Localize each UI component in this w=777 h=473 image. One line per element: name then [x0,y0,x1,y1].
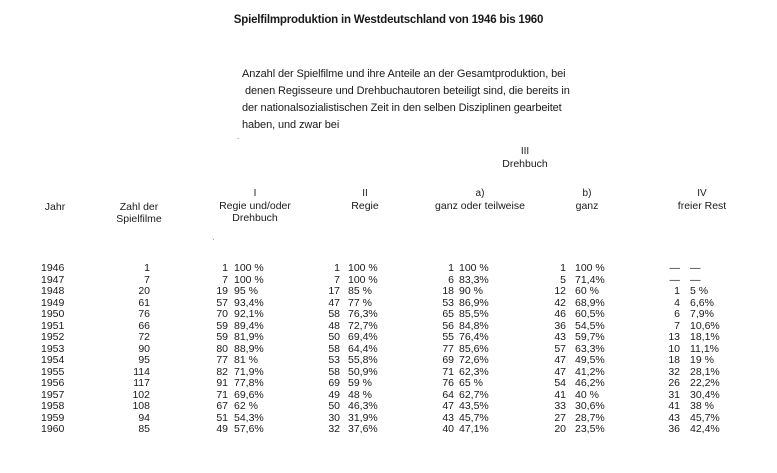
cell-year: 1957 [41,388,65,401]
table-row [0,275,777,287]
cell-col-i-count: 67 [216,400,228,412]
cell-col-iii-b-count: 47 [554,365,566,378]
cell-col-iii-a-count: 1 [448,262,454,274]
cell-col-i-count: 80 [216,342,228,355]
cell-col-iii-b-count: 54 [554,377,566,389]
header-col-iv-number: IV [697,188,707,199]
cell-col-i-percent: 81 % [234,354,258,366]
cell-col-iii-a-percent: 85,5% [459,308,489,320]
cell-col-iv-count: 18 [668,354,680,366]
cell-count: 108 [132,400,150,412]
cell-col-i-count: 51 [216,411,228,424]
cell-col-iv-count: 7 [674,319,680,332]
cell-col-iii-b-percent: 60 % [575,285,599,297]
cell-col-iii-a-percent: 90 % [459,285,483,297]
header-col-i [205,188,305,224]
cell-col-i-percent: 54,3% [234,411,264,424]
cell-col-iv-count: 13 [668,331,680,343]
cell-col-iii-a-count: 6 [448,273,454,286]
cell-col-i-count: 1 [222,262,228,274]
cell-col-iii-b-count: 42 [554,296,566,309]
cell-col-ii-percent: 46,3% [348,400,378,412]
cell-col-iii-a-percent: 86,9% [459,296,489,309]
cell-col-iii-b-count: 20 [554,423,566,435]
cell-col-ii-count: 58 [328,365,340,378]
intro-line: der nationalsozialistischen Zeit in den selben Disziplinen gearbeitet [242,102,562,114]
cell-count: 90 [138,342,150,355]
cell-count: 85 [138,423,150,435]
cell-col-ii-count: 48 [328,319,340,332]
cell-col-iii-a-percent: 62,3% [459,365,489,378]
cell-col-ii-percent: 50,9% [348,365,378,378]
cell-col-iii-a-count: 64 [442,388,454,401]
cell-year: 1946 [41,262,65,274]
cell-col-iv-count: — [669,273,680,286]
cell-col-iii-b-percent: 40 % [575,388,599,401]
cell-col-iv-percent: 5 % [690,285,709,297]
cell-col-iv-percent: 38 % [690,400,714,412]
table-row [0,286,777,298]
cell-col-i-count: 82 [216,365,228,378]
cell-col-i-percent: 81,9% [234,331,264,343]
cell-col-i-percent: 89,4% [234,319,264,332]
cell-col-iv-count: 4 [674,296,680,309]
cell-col-ii-count: 47 [328,296,340,309]
cell-col-iii-a-count: 56 [442,319,454,332]
cell-year: 1955 [41,365,65,378]
cell-year: 1949 [41,296,65,309]
cell-year: 1959 [41,411,65,424]
cell-col-ii-percent: 37,6% [348,423,378,435]
cell-count: 114 [133,365,150,378]
intro-paragraph [242,66,612,134]
cell-col-iv-percent: 11,1% [690,342,719,355]
cell-col-iii-a-count: 77 [442,342,454,355]
cell-col-ii-count: 30 [328,411,340,424]
cell-col-ii-count: 50 [328,400,340,412]
intro-line: Anzahl der Spielfilme und ihre Anteile an der Gesamtproduktion, bei [242,68,566,80]
cell-col-i-percent: 100 % [234,273,264,286]
cell-col-ii-count: 7 [334,273,340,286]
cell-col-iv-percent: 10,6% [690,319,720,332]
cell-col-ii-count: 1 [334,262,340,274]
cell-col-iii-b-count: 33 [554,400,566,412]
table-row [0,401,777,413]
cell-col-iii-a-count: 53 [442,296,454,309]
header-col-i-number: I [253,188,257,199]
cell-col-iv-count: 31 [668,388,680,401]
cell-col-ii-count: 49 [328,388,340,401]
header-col-iii-a-label: ganz oder teilweise [435,200,525,212]
table-row [0,378,777,390]
cell-col-ii-percent: 59 % [348,377,372,389]
cell-count: 95 [138,354,150,366]
cell-col-ii-count: 69 [328,377,340,389]
cell-col-iii-b-percent: 28,7% [575,411,605,424]
cell-count: 94 [138,411,150,424]
cell-col-iii-a-count: 43 [442,411,454,424]
cell-col-i-percent: 69,6% [234,388,264,401]
cell-col-ii-count: 58 [328,342,340,355]
header-count: Zahl der Spielfilme [116,201,162,225]
cell-col-iii-a-percent: 45,7% [459,411,489,424]
cell-col-ii-percent: 69,4% [348,331,378,343]
cell-col-ii-percent: 55,8% [348,354,378,366]
cell-col-iii-b-count: 36 [554,319,566,332]
cell-col-i-percent: 57,6% [234,423,264,435]
cell-col-iii-b-count: 46 [554,308,566,320]
header-col-iii-b-label: ganz [575,200,599,212]
cell-col-iv-percent: 18,1% [690,331,720,343]
header-col-iii-b-number: b) [582,188,592,199]
header-col-ii-number: II [362,188,368,199]
cell-col-iii-b-percent: 60,5% [575,308,605,320]
cell-col-iii-a-count: 65 [442,308,454,320]
table-row [0,298,777,310]
cell-col-i-percent: 62 % [234,400,258,412]
cell-col-iii-a-percent: 100 % [459,262,489,274]
cell-year: 1953 [41,342,65,355]
cell-col-ii-percent: 64,4% [348,342,378,355]
cell-year: 1951 [41,319,65,332]
header-col-iv-label: freier Rest [677,200,727,212]
cell-col-iii-b-count: 57 [554,342,566,355]
header-col-i-label: Regie und/oder Drehbuch [219,200,291,224]
cell-col-iv-count: — [669,262,680,274]
cell-col-i-percent: 93,4% [234,296,264,309]
cell-col-iv-percent: 42,4% [690,423,720,435]
table-row [0,344,777,356]
cell-col-i-count: 91 [216,377,228,389]
cell-col-ii-percent: 77 % [348,296,372,309]
cell-col-i-count: 59 [216,331,228,343]
header-col-iii-a-number: a) [475,188,485,199]
cell-col-ii-percent: 76,3% [348,308,378,320]
cell-col-ii-count: 50 [328,331,340,343]
cell-col-i-count: 7 [222,273,228,286]
cell-count: 72 [138,331,150,343]
cell-col-i-percent: 88,9% [234,342,264,355]
cell-year: 1948 [41,285,65,297]
cell-col-iv-count: 10 [668,342,680,355]
table-row [0,263,777,275]
cell-col-iii-b-percent: 68,9% [575,296,605,309]
cell-col-ii-count: 53 [328,354,340,366]
header-col-iii-label: Drehbuch [502,158,548,170]
data-table [0,263,777,436]
cell-col-iii-b-percent: 71,4% [575,273,605,286]
cell-col-iii-a-percent: 43,5% [459,400,489,412]
header-col-iii-number: III [520,146,530,157]
cell-col-i-count: 70 [216,308,228,320]
cell-col-iii-a-percent: 72,6% [459,354,489,366]
cell-col-i-percent: 95 % [234,285,258,297]
cell-col-iii-a-percent: 76,4% [459,331,489,343]
cell-col-iii-b-percent: 59,7% [575,331,605,343]
cell-count: 66 [138,319,150,332]
intro-line: haben, und zwar bei [242,119,340,131]
cell-col-iv-percent: — [690,262,701,274]
cell-col-iii-b-percent: 63,3% [575,342,605,355]
table-row [0,367,777,379]
header-col-iii-b [562,188,612,212]
page-title: Spielfilmproduktion in Westdeutschland von 1946 bis 1960 [233,14,544,26]
cell-col-iii-a-count: 71 [442,365,454,378]
cell-count: 7 [144,273,150,286]
cell-col-ii-percent: 48 % [348,388,372,401]
cell-year: 1952 [41,331,65,343]
cell-col-i-count: 59 [216,319,228,332]
cell-col-iv-count: 1 [674,285,680,297]
cell-col-ii-count: 58 [328,308,340,320]
cell-col-i-percent: 77,8% [234,377,264,389]
table-row [0,309,777,321]
header-col-ii [330,188,400,212]
cell-col-iii-b-percent: 54,5% [575,319,605,332]
cell-col-i-count: 77 [216,354,228,366]
cell-col-iii-b-count: 43 [554,331,566,343]
cell-col-iv-count: 26 [668,377,680,389]
intro-line: denen Regisseure und Drehbuchautoren beteiligt sind, die bereits in [245,85,570,97]
cell-col-iv-percent: 6,6% [690,296,714,309]
table-row [0,355,777,367]
cell-col-iii-b-count: 27 [554,411,566,424]
cell-col-iii-b-count: 5 [560,273,566,286]
cell-col-iii-b-percent: 41,2% [575,365,605,378]
cell-col-i-count: 57 [216,296,228,309]
cell-count: 20 [138,285,150,297]
scan-speck: ` [212,238,215,247]
cell-col-iii-b-percent: 49,5% [575,354,605,366]
table-row [0,424,777,436]
cell-col-iii-a-percent: 65 % [459,377,483,389]
cell-col-ii-percent: 100 % [348,262,378,274]
cell-col-i-count: 19 [216,285,228,297]
cell-col-iv-count: 6 [674,308,680,320]
table-row [0,321,777,333]
cell-col-iii-b-percent: 100 % [575,262,605,274]
cell-year: 1958 [41,400,65,412]
cell-col-iv-percent: 22,2% [690,377,720,389]
header-col-iv [662,188,742,212]
cell-col-iv-percent: 28,1% [690,365,720,378]
cell-count: 1 [144,262,150,274]
cell-year: 1956 [41,377,65,389]
cell-col-i-percent: 92,1% [234,308,264,320]
cell-col-iii-a-percent: 62,7% [459,388,489,401]
cell-col-iv-percent: 45,7% [690,411,720,424]
cell-col-iv-percent: 19 % [690,354,714,366]
cell-count: 117 [133,377,150,389]
cell-count: 61 [138,296,150,309]
cell-col-iii-b-count: 1 [560,262,566,274]
header-col-iii [490,146,560,170]
cell-col-i-percent: 71,9% [234,365,264,378]
cell-col-iv-percent: 30,4% [690,388,720,401]
cell-col-iii-a-count: 40 [442,423,454,435]
cell-col-iii-a-percent: 85,6% [459,342,489,355]
cell-col-iii-a-count: 55 [442,331,454,343]
cell-col-iii-a-percent: 84,8% [459,319,489,332]
cell-col-iv-percent: 7,9% [690,308,714,320]
cell-col-iii-a-count: 18 [442,285,454,297]
cell-col-iv-count: 36 [668,423,680,435]
cell-col-ii-percent: 31,9% [348,411,378,424]
cell-year: 1947 [41,273,65,286]
cell-col-ii-count: 17 [328,285,340,297]
cell-col-ii-percent: 100 % [348,273,378,286]
cell-col-iii-a-count: 47 [442,400,454,412]
cell-col-iv-count: 43 [668,411,680,424]
cell-col-iii-b-percent: 30,6% [575,400,605,412]
cell-year: 1960 [41,423,65,435]
cell-year: 1950 [41,308,65,320]
cell-col-iv-percent: — [690,273,701,286]
cell-col-ii-percent: 72,7% [348,319,378,332]
cell-col-iii-a-count: 69 [442,354,454,366]
scan-speck: . [237,132,240,141]
header-col-iii-a [420,188,540,212]
cell-col-i-count: 71 [216,388,228,401]
cell-col-ii-percent: 85 % [348,285,372,297]
cell-col-iv-count: 41 [668,400,680,412]
cell-col-iii-b-percent: 23,5% [575,423,605,435]
cell-col-iii-a-count: 76 [442,377,454,389]
table-row [0,390,777,402]
cell-col-iii-b-count: 41 [554,388,566,401]
cell-col-i-percent: 100 % [234,262,264,274]
cell-count: 76 [138,308,150,320]
cell-count: 102 [132,388,150,401]
cell-col-iii-a-percent: 47,1% [459,423,489,435]
cell-col-iii-b-count: 47 [554,354,566,366]
cell-col-iii-b-percent: 46,2% [575,377,605,389]
cell-year: 1954 [41,354,65,366]
header-col-ii-label: Regie [351,200,379,212]
header-year: Jahr [44,201,66,213]
cell-col-ii-count: 32 [328,423,340,435]
cell-col-iii-a-percent: 83,3% [459,273,489,286]
cell-col-iii-b-count: 12 [554,285,566,297]
table-row [0,413,777,425]
cell-col-i-count: 49 [216,423,228,435]
table-row [0,332,777,344]
cell-col-iv-count: 32 [668,365,680,378]
